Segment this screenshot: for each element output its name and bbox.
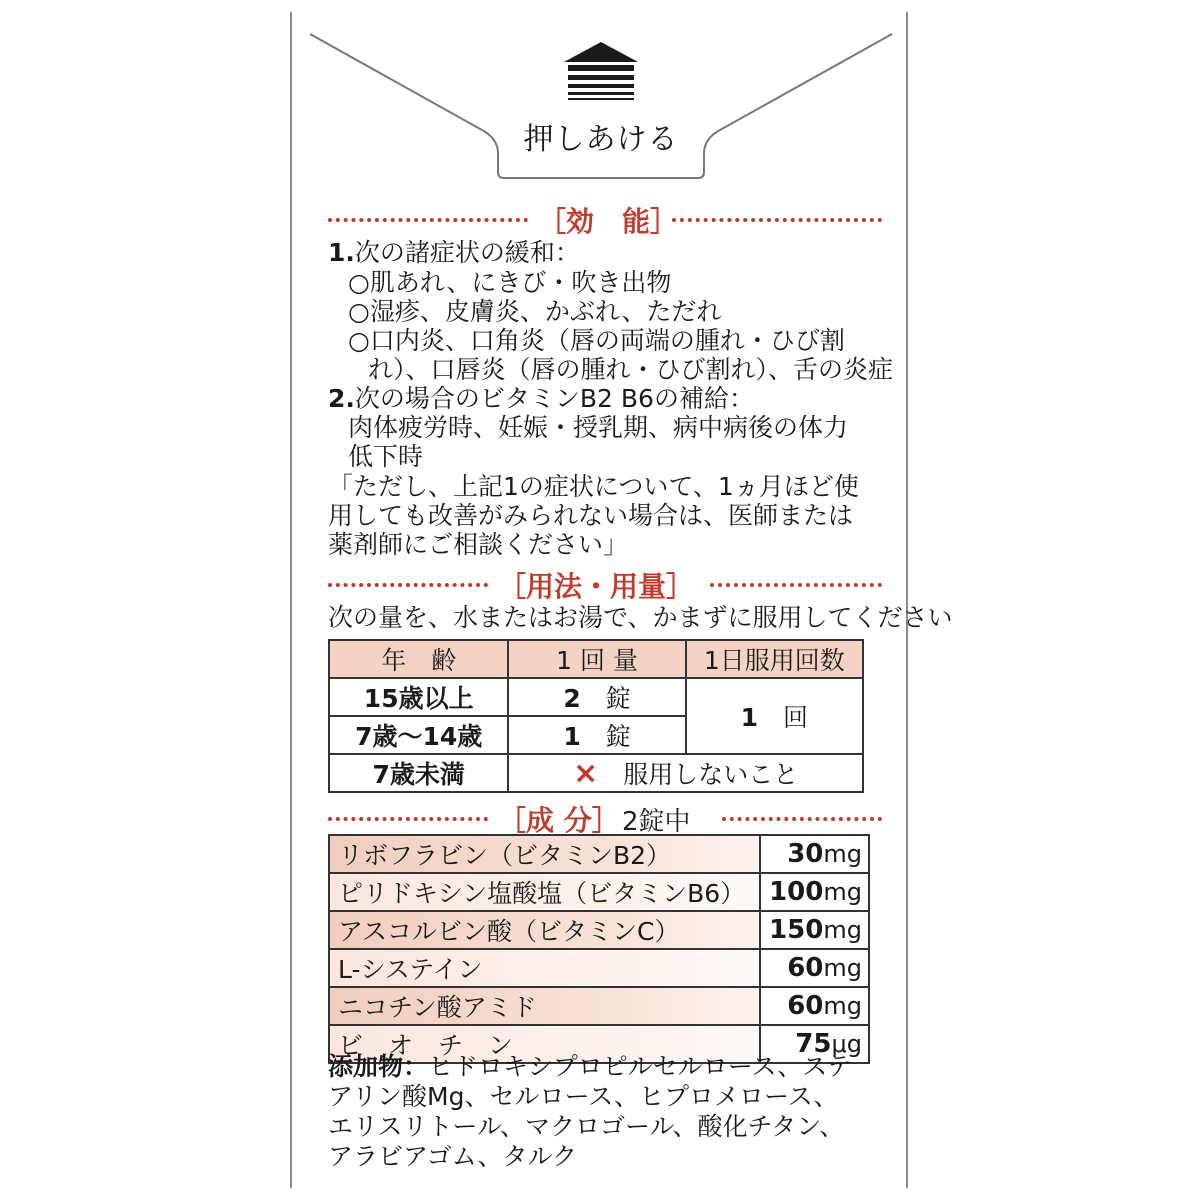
divider-dots bbox=[328, 817, 488, 821]
not-for-use-cell: × 服用しないこと bbox=[508, 754, 863, 792]
ingredient-name: L-システイン bbox=[329, 949, 760, 987]
ingredient-amount: 60mg bbox=[760, 987, 869, 1025]
header-age: 年 齢 bbox=[329, 640, 508, 678]
divider-dots bbox=[710, 583, 882, 587]
item-text: 次の場合のビタミンB2 B6の補給： bbox=[354, 384, 754, 413]
ingredient-name: ニコチン酸アミド bbox=[329, 987, 760, 1025]
ingredients-table bbox=[328, 834, 870, 1064]
amount-cell: 1 錠 bbox=[508, 716, 685, 754]
divider-dots bbox=[672, 218, 882, 222]
ingredient-name: ビ オ チ ン bbox=[329, 1025, 760, 1063]
dosage-title: ［用法・用量］ bbox=[498, 570, 695, 603]
item-2-line: 肉体疲労時、妊娠・授乳期、病中病後の体力 bbox=[348, 413, 849, 442]
ingredient-amount: 100mg bbox=[760, 873, 869, 911]
age-cell: 7歳未満 bbox=[329, 754, 508, 792]
ingredients-header bbox=[292, 799, 910, 835]
table-row bbox=[329, 987, 869, 1025]
caution-note: 用しても改善がみられない場合は、医師または bbox=[328, 501, 854, 530]
ingredient-amount: 30mg bbox=[760, 835, 869, 873]
ingredient-amount: 75μg bbox=[760, 1025, 869, 1063]
additives-line: エリスリトール、マクロゴール、酸化チタン、 bbox=[328, 1112, 845, 1141]
additives-line: 添加物：ヒドロキシプロピルセルロース、ステ bbox=[328, 1052, 852, 1081]
symptom-bullet: ○湿疹、皮膚炎、かぶれ、ただれ bbox=[348, 297, 722, 326]
symptom-bullet: ○肌あれ、にきび・吹き出物 bbox=[348, 268, 672, 297]
cross-icon: × bbox=[573, 756, 599, 791]
package-panel bbox=[290, 12, 953, 1188]
dosage-table bbox=[328, 639, 864, 793]
divider-dots bbox=[328, 583, 488, 587]
additives-line: アリン酸Mg、セルロース、ヒプロメロース、 bbox=[328, 1082, 839, 1111]
table-row bbox=[329, 949, 869, 987]
push-open-label: 押しあける bbox=[523, 122, 679, 157]
divider-dots bbox=[328, 218, 528, 222]
table-row bbox=[329, 835, 869, 873]
header-amount: 1 回 量 bbox=[508, 640, 685, 678]
times-cell: 1 回 bbox=[686, 678, 863, 754]
table-row bbox=[329, 911, 869, 949]
additives-label: 添加物： bbox=[328, 1052, 429, 1081]
age-cell: 15歳以上 bbox=[329, 678, 508, 716]
item-2-line: 低下時 bbox=[348, 442, 424, 471]
item-number: 1. bbox=[328, 238, 355, 267]
dosage-header bbox=[292, 565, 910, 601]
item-number: 2. bbox=[328, 384, 355, 413]
efficacy-item-2 bbox=[328, 384, 754, 414]
ingredient-name: ピリドキシン塩酸塩（ビタミンB6） bbox=[329, 873, 760, 911]
dosage-intro: 次の量を、水またはお湯で、かまずに服用してください bbox=[328, 603, 953, 632]
caution-note: 「ただし、上記1の症状について、1ヵ月ほど使 bbox=[328, 472, 859, 501]
ingredient-amount: 60mg bbox=[760, 949, 869, 987]
caution-note: 薬剤師にご相談ください」 bbox=[328, 530, 629, 559]
table-row bbox=[329, 873, 869, 911]
amount-cell: 2 錠 bbox=[508, 678, 685, 716]
ingredient-name: アスコルビン酸（ビタミンC） bbox=[329, 911, 760, 949]
symptom-bullet: ○口内炎、口角炎（唇の両端の腫れ・ひび割 bbox=[348, 326, 845, 355]
item-text: 次の諸症状の緩和： bbox=[354, 238, 580, 267]
header-times: 1日服用回数 bbox=[686, 640, 863, 678]
divider-dots bbox=[722, 817, 882, 821]
symptom-bullet-cont: れ）、口唇炎（唇の腫れ・ひび割れ）、舌の炎症 bbox=[368, 355, 894, 384]
efficacy-item-1 bbox=[328, 238, 580, 268]
push-open-flap[interactable] bbox=[292, 12, 910, 202]
age-cell: 7歳～14歳 bbox=[329, 716, 508, 754]
ingredients-subtitle: 2錠中 bbox=[622, 807, 691, 837]
additives-line: アラビアゴム、タルク bbox=[328, 1142, 578, 1171]
arrow-up-icon bbox=[562, 40, 640, 104]
ingredient-amount: 150mg bbox=[760, 911, 869, 949]
ingredients-title: ［成 分］ bbox=[498, 804, 620, 837]
efficacy-header bbox=[292, 200, 910, 236]
efficacy-title: ［効 能］ bbox=[538, 205, 679, 238]
ingredient-name: リボフラビン（ビタミンB2） bbox=[329, 835, 760, 873]
